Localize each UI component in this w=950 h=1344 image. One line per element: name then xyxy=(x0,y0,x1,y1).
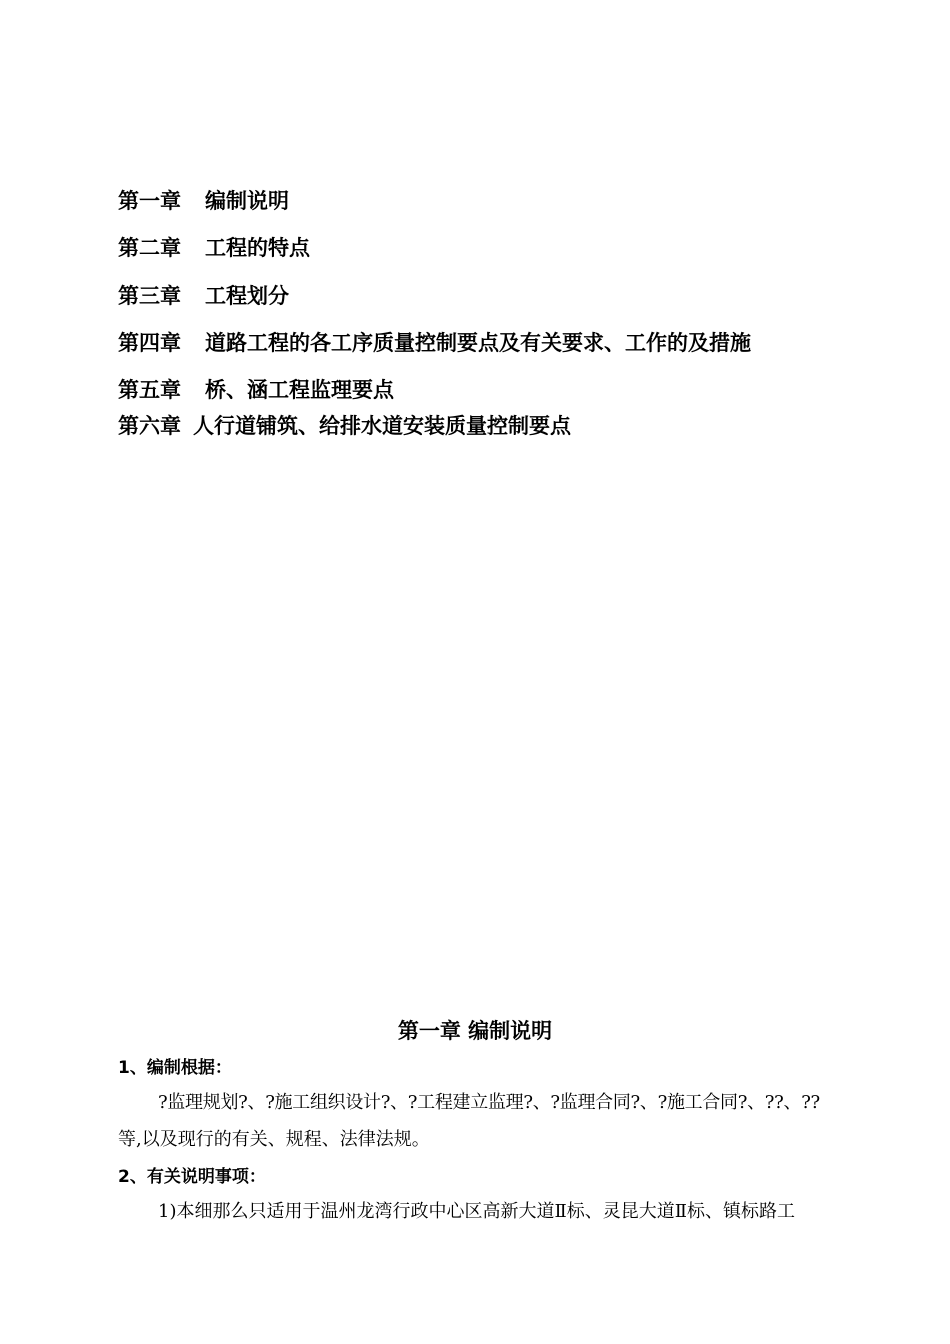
toc-chapter-number: 第六章 xyxy=(118,414,181,438)
toc-chapter-title: 人行道铺筑、给排水道安装质量控制要点 xyxy=(193,414,571,438)
section-heading-basis: 1、编制根据： xyxy=(118,1058,232,1078)
toc-chapter-title: 道路工程的各工序质量控制要点及有关要求、工作的及措施 xyxy=(205,331,751,355)
toc-chapter-number: 第五章 xyxy=(118,378,181,402)
basis-text-line-2: 等,以及现行的有关、规程、法律法规。 xyxy=(118,1129,430,1150)
toc-chapter-number: 第四章 xyxy=(118,331,181,355)
toc-chapter-title: 工程划分 xyxy=(205,284,289,308)
toc-item-5 xyxy=(118,377,394,403)
basis-text-line-1: ?监理规划?、?施工组织设计?、?工程建立监理?、?监理合同?、?施工合同?、??、?? xyxy=(158,1092,820,1113)
toc-chapter-number: 第一章 xyxy=(118,189,181,213)
toc-item-6 xyxy=(118,413,571,439)
toc-item-4 xyxy=(118,330,751,356)
toc-chapter-number: 第三章 xyxy=(118,284,181,308)
notes-text-line-1: 1)本细那么只适用于温州龙湾行政中心区高新大道Ⅱ标、灵昆大道Ⅱ标、镇标路工 xyxy=(158,1201,795,1222)
toc-chapter-title: 桥、涵工程监理要点 xyxy=(205,378,394,402)
toc-chapter-title: 工程的特点 xyxy=(205,236,310,260)
chapter-heading: 第一章 编制说明 xyxy=(397,1019,553,1043)
section-heading-notes: 2、有关说明事项： xyxy=(118,1167,266,1187)
toc-chapter-number: 第二章 xyxy=(118,236,181,260)
toc-item-2 xyxy=(118,235,310,261)
toc-item-3 xyxy=(118,283,289,309)
toc-chapter-title: 编制说明 xyxy=(205,189,289,213)
toc-item-1 xyxy=(118,188,289,214)
